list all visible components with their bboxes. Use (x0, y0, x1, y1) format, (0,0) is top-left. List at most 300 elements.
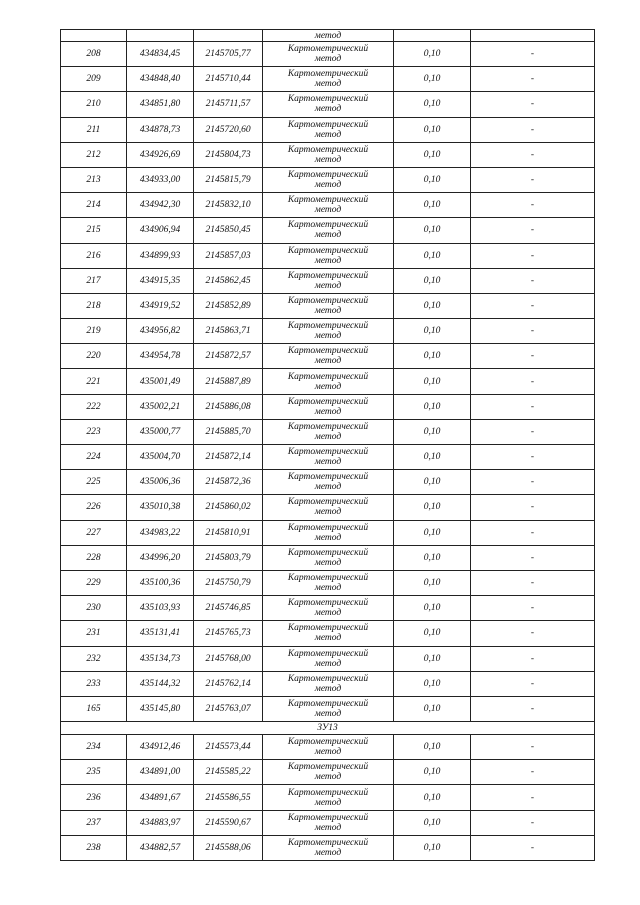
point-number-cell: 220 (61, 344, 127, 369)
method-cell (263, 520, 394, 545)
x-coordinate-cell: 435103,93 (127, 596, 194, 621)
table-row (61, 293, 595, 318)
accuracy-cell: 0,10 (394, 218, 471, 243)
x-coordinate-cell: 434851,80 (127, 92, 194, 117)
x-coordinate-cell: 435000,77 (127, 419, 194, 444)
table-row (61, 167, 595, 192)
method-line1: Картометрический (287, 522, 369, 533)
x-coordinate-cell: 434882,57 (127, 835, 194, 860)
table-row (61, 117, 595, 142)
note-cell: - (471, 596, 595, 621)
x-coordinate-cell: 435001,49 (127, 369, 194, 394)
method-cell (263, 671, 394, 696)
accuracy-cell: 0,10 (394, 445, 471, 470)
x-coordinate-cell: 434915,35 (127, 268, 194, 293)
note-cell: - (471, 319, 595, 344)
y-coordinate-cell: 2145832,10 (194, 193, 263, 218)
accuracy-cell: 0,10 (394, 419, 471, 444)
x-coordinate-cell: 435131,41 (127, 621, 194, 646)
y-coordinate-cell: 2145720,60 (194, 117, 263, 142)
method-line1: Картометрический (287, 737, 369, 748)
y-coordinate-cell: 2145857,03 (194, 243, 263, 268)
note-cell: - (471, 621, 595, 646)
x-coordinate-cell: 435145,80 (127, 696, 194, 721)
method-line2: метод (314, 583, 342, 594)
method-line1: Картометрический (287, 598, 369, 609)
table-row (61, 810, 595, 835)
table-row (61, 369, 595, 394)
x-coordinate-cell: 434919,52 (127, 293, 194, 318)
x-coordinate-cell: 435002,21 (127, 394, 194, 419)
x-coordinate-cell: 434906,94 (127, 218, 194, 243)
method-line2: метод (314, 305, 342, 316)
y-coordinate-cell: 2145750,79 (194, 570, 263, 595)
y-coordinate-cell: 2145815,79 (194, 167, 263, 192)
point-number-cell: 228 (61, 545, 127, 570)
y-coordinate-cell: 2145710,44 (194, 67, 263, 92)
method-cell (263, 167, 394, 192)
note-cell: - (471, 167, 595, 192)
method-line2: метод (314, 457, 342, 468)
y-coordinate-cell: 2145573,44 (194, 735, 263, 760)
method-line2: метод (314, 406, 342, 417)
method-line2: метод (314, 356, 342, 367)
method-line2: метод (314, 797, 342, 808)
method-line1: Картометрический (287, 698, 369, 709)
method-line2: метод (314, 154, 342, 165)
method-line1: Картометрический (287, 396, 369, 407)
table-row (61, 243, 595, 268)
accuracy-cell: 0,10 (394, 545, 471, 570)
method-line1: Картометрический (287, 837, 369, 848)
y-coordinate-cell: 2145705,77 (194, 42, 263, 67)
point-number-cell: 235 (61, 760, 127, 785)
method-line2: метод (314, 230, 342, 241)
point-number-cell: 238 (61, 835, 127, 860)
note-cell: - (471, 344, 595, 369)
note-cell: - (471, 369, 595, 394)
method-cell (263, 470, 394, 495)
note-cell (471, 30, 595, 42)
method-line1: Картометрический (287, 94, 369, 105)
accuracy-cell: 0,10 (394, 646, 471, 671)
method-line2: метод (314, 772, 342, 783)
point-number-cell: 231 (61, 621, 127, 646)
table-row (61, 545, 595, 570)
y-coordinate-cell: 2145885,70 (194, 419, 263, 444)
method-cell (263, 495, 394, 520)
method-line2: метод (314, 633, 342, 644)
table-row (61, 621, 595, 646)
point-number-cell: 209 (61, 67, 127, 92)
accuracy-cell: 0,10 (394, 596, 471, 621)
x-coordinate-cell: 435134,73 (127, 646, 194, 671)
x-coordinate-cell: 434954,78 (127, 344, 194, 369)
table-row (61, 520, 595, 545)
method-line1: Картометрический (287, 170, 369, 181)
method-cell (263, 646, 394, 671)
method-line2: метод (314, 507, 342, 518)
point-number-cell: 214 (61, 193, 127, 218)
point-number-cell: 208 (61, 42, 127, 67)
accuracy-cell: 0,10 (394, 142, 471, 167)
table-row (61, 760, 595, 785)
accuracy-cell: 0,10 (394, 344, 471, 369)
method-cell (263, 545, 394, 570)
y-coordinate-cell: 2145588,06 (194, 835, 263, 860)
method-line2: метод (314, 381, 342, 392)
y-coordinate-cell: 2145586,55 (194, 785, 263, 810)
x-coordinate-cell: 434926,69 (127, 142, 194, 167)
coordinates-table (60, 29, 595, 861)
accuracy-cell: 0,10 (394, 67, 471, 92)
x-coordinate-cell: 435100,36 (127, 570, 194, 595)
accuracy-cell: 0,10 (394, 785, 471, 810)
point-number-cell: 219 (61, 319, 127, 344)
table-row (61, 218, 595, 243)
x-coordinate-cell: 434996,20 (127, 545, 194, 570)
method-line2: метод (314, 255, 342, 266)
point-number-cell: 230 (61, 596, 127, 621)
y-coordinate-cell: 2145590,67 (194, 810, 263, 835)
y-coordinate-cell: 2145763,07 (194, 696, 263, 721)
method-cell (263, 394, 394, 419)
y-coordinate-cell: 2145585,22 (194, 760, 263, 785)
method-line1: Картометрический (287, 195, 369, 206)
method-line1: Картометрический (287, 245, 369, 256)
method-line2: метод (314, 129, 342, 140)
table-row (61, 785, 595, 810)
note-cell: - (471, 142, 595, 167)
point-number-cell: 236 (61, 785, 127, 810)
point-number-cell (61, 30, 127, 42)
note-cell: - (471, 268, 595, 293)
table-row (61, 419, 595, 444)
accuracy-cell: 0,10 (394, 243, 471, 268)
method-cell (263, 835, 394, 860)
table-row (61, 671, 595, 696)
y-coordinate-cell: 2145872,36 (194, 470, 263, 495)
note-cell: - (471, 42, 595, 67)
method-cell (263, 142, 394, 167)
y-coordinate-cell: 2145863,71 (194, 319, 263, 344)
y-coordinate-cell: 2145762,14 (194, 671, 263, 696)
method-cell (263, 30, 394, 42)
x-coordinate-cell: 434883,97 (127, 810, 194, 835)
method-line2: метод (314, 683, 342, 694)
method-line1: Картометрический (287, 421, 369, 432)
table-row (61, 92, 595, 117)
table-row (61, 319, 595, 344)
method-cell (263, 344, 394, 369)
method-line1: Картометрический (287, 648, 369, 659)
accuracy-cell: 0,10 (394, 394, 471, 419)
method-line2: метод (314, 608, 342, 619)
method-cell (263, 42, 394, 67)
section-header-row (61, 722, 595, 735)
point-number-cell: 225 (61, 470, 127, 495)
method-cell (263, 445, 394, 470)
table-row (61, 495, 595, 520)
point-number-cell: 212 (61, 142, 127, 167)
point-number-cell: 237 (61, 810, 127, 835)
table-row (61, 42, 595, 67)
y-coordinate-cell: 2145886,08 (194, 394, 263, 419)
method-cell (263, 621, 394, 646)
note-cell: - (471, 696, 595, 721)
method-line2: метод (314, 31, 342, 41)
point-number-cell: 227 (61, 520, 127, 545)
note-cell: - (471, 735, 595, 760)
note-cell: - (471, 671, 595, 696)
table-row (61, 344, 595, 369)
method-line2: метод (314, 482, 342, 493)
method-line2: метод (314, 331, 342, 342)
method-cell (263, 293, 394, 318)
point-number-cell: 224 (61, 445, 127, 470)
method-line1: Картометрический (287, 270, 369, 281)
note-cell: - (471, 570, 595, 595)
method-line2: метод (314, 205, 342, 216)
method-line1: Картометрический (287, 44, 369, 55)
method-line1: Картометрический (287, 673, 369, 684)
method-cell (263, 243, 394, 268)
accuracy-cell: 0,10 (394, 671, 471, 696)
method-line1: Картометрический (287, 447, 369, 458)
method-cell (263, 319, 394, 344)
accuracy-cell: 0,10 (394, 621, 471, 646)
x-coordinate-cell: 434933,00 (127, 167, 194, 192)
method-cell (263, 596, 394, 621)
accuracy-cell: 0,10 (394, 470, 471, 495)
note-cell: - (471, 785, 595, 810)
note-cell: - (471, 243, 595, 268)
accuracy-cell: 0,10 (394, 42, 471, 67)
note-cell: - (471, 810, 595, 835)
method-line1: Картометрический (287, 346, 369, 357)
method-line1: Картометрический (287, 762, 369, 773)
x-coordinate-cell: 434899,93 (127, 243, 194, 268)
y-coordinate-cell: 2145872,57 (194, 344, 263, 369)
method-line2: метод (314, 557, 342, 568)
accuracy-cell: 0,10 (394, 735, 471, 760)
table-row (61, 696, 595, 721)
method-cell (263, 218, 394, 243)
method-line1: Картометрический (287, 623, 369, 634)
note-cell: - (471, 760, 595, 785)
method-line1: Картометрический (287, 371, 369, 382)
y-coordinate-cell: 2145862,45 (194, 268, 263, 293)
method-cell (263, 735, 394, 760)
point-number-cell: 229 (61, 570, 127, 595)
x-coordinate-cell: 434891,00 (127, 760, 194, 785)
method-cell (263, 117, 394, 142)
method-cell (263, 193, 394, 218)
point-number-cell: 217 (61, 268, 127, 293)
method-line2: метод (314, 847, 342, 858)
point-number-cell: 223 (61, 419, 127, 444)
method-cell (263, 268, 394, 293)
accuracy-cell: 0,10 (394, 193, 471, 218)
y-coordinate-cell: 2145804,73 (194, 142, 263, 167)
method-cell (263, 570, 394, 595)
x-coordinate-cell: 434834,45 (127, 42, 194, 67)
point-number-cell: 165 (61, 696, 127, 721)
y-coordinate-cell: 2145850,45 (194, 218, 263, 243)
method-line1: Картометрический (287, 321, 369, 332)
method-cell (263, 369, 394, 394)
point-number-cell: 216 (61, 243, 127, 268)
table-row-continued (61, 30, 595, 42)
method-line1: Картометрический (287, 787, 369, 798)
note-cell: - (471, 835, 595, 860)
method-line2: метод (314, 280, 342, 291)
table-row (61, 470, 595, 495)
table-row (61, 570, 595, 595)
y-coordinate-cell: 2145860,02 (194, 495, 263, 520)
point-number-cell: 222 (61, 394, 127, 419)
method-line2: метод (314, 747, 342, 758)
note-cell: - (471, 520, 595, 545)
method-cell (263, 419, 394, 444)
accuracy-cell: 0,10 (394, 117, 471, 142)
y-coordinate-cell: 2145872,14 (194, 445, 263, 470)
point-number-cell: 234 (61, 735, 127, 760)
accuracy-cell (394, 30, 471, 42)
accuracy-cell: 0,10 (394, 520, 471, 545)
accuracy-cell: 0,10 (394, 293, 471, 318)
x-coordinate-cell: 435004,70 (127, 445, 194, 470)
method-cell (263, 696, 394, 721)
method-line1: Картометрический (287, 144, 369, 155)
x-coordinate-cell: 434942,30 (127, 193, 194, 218)
y-coordinate-cell: 2145746,85 (194, 596, 263, 621)
y-coordinate-cell (194, 30, 263, 42)
y-coordinate-cell: 2145852,89 (194, 293, 263, 318)
accuracy-cell: 0,10 (394, 696, 471, 721)
method-line2: метод (314, 79, 342, 90)
x-coordinate-cell: 434983,22 (127, 520, 194, 545)
y-coordinate-cell: 2145887,89 (194, 369, 263, 394)
table-row (61, 268, 595, 293)
method-line1: Картометрический (287, 472, 369, 483)
method-line2: метод (314, 104, 342, 115)
accuracy-cell: 0,10 (394, 835, 471, 860)
note-cell: - (471, 92, 595, 117)
method-cell (263, 810, 394, 835)
note-cell: - (471, 495, 595, 520)
accuracy-cell: 0,10 (394, 570, 471, 595)
x-coordinate-cell: 434891,67 (127, 785, 194, 810)
method-line2: метод (314, 822, 342, 833)
x-coordinate-cell: 434878,73 (127, 117, 194, 142)
method-line1: Картометрический (287, 547, 369, 558)
accuracy-cell: 0,10 (394, 369, 471, 394)
method-cell (263, 92, 394, 117)
method-cell (263, 67, 394, 92)
note-cell: - (471, 218, 595, 243)
x-coordinate-cell: 434956,82 (127, 319, 194, 344)
note-cell: - (471, 470, 595, 495)
point-number-cell: 213 (61, 167, 127, 192)
method-line2: метод (314, 658, 342, 669)
y-coordinate-cell: 2145803,79 (194, 545, 263, 570)
x-coordinate-cell: 434912,46 (127, 735, 194, 760)
x-coordinate-cell: 435010,38 (127, 495, 194, 520)
method-line2: метод (314, 532, 342, 543)
note-cell: - (471, 193, 595, 218)
accuracy-cell: 0,10 (394, 495, 471, 520)
point-number-cell: 211 (61, 117, 127, 142)
accuracy-cell: 0,10 (394, 167, 471, 192)
table-row (61, 646, 595, 671)
table-row (61, 142, 595, 167)
point-number-cell: 210 (61, 92, 127, 117)
point-number-cell: 232 (61, 646, 127, 671)
note-cell: - (471, 646, 595, 671)
method-line2: метод (314, 180, 342, 191)
table-row (61, 596, 595, 621)
method-line1: Картометрический (287, 119, 369, 130)
note-cell: - (471, 394, 595, 419)
method-line2: метод (314, 708, 342, 719)
accuracy-cell: 0,10 (394, 319, 471, 344)
point-number-cell: 226 (61, 495, 127, 520)
method-line1: Картометрический (287, 220, 369, 231)
table-row (61, 735, 595, 760)
section-label: ЗУ13 (61, 722, 595, 735)
method-line1: Картометрический (287, 69, 369, 80)
x-coordinate-cell (127, 30, 194, 42)
x-coordinate-cell: 434848,40 (127, 67, 194, 92)
x-coordinate-cell: 435006,36 (127, 470, 194, 495)
note-cell: - (471, 445, 595, 470)
y-coordinate-cell: 2145711,57 (194, 92, 263, 117)
point-number-cell: 218 (61, 293, 127, 318)
note-cell: - (471, 419, 595, 444)
coordinates-table-body (61, 30, 595, 861)
accuracy-cell: 0,10 (394, 760, 471, 785)
table-row (61, 835, 595, 860)
note-cell: - (471, 67, 595, 92)
y-coordinate-cell: 2145810,91 (194, 520, 263, 545)
y-coordinate-cell: 2145765,73 (194, 621, 263, 646)
method-line1: Картометрический (287, 573, 369, 584)
accuracy-cell: 0,10 (394, 268, 471, 293)
point-number-cell: 233 (61, 671, 127, 696)
point-number-cell: 221 (61, 369, 127, 394)
accuracy-cell: 0,10 (394, 92, 471, 117)
method-line1: Картометрический (287, 812, 369, 823)
y-coordinate-cell: 2145768,00 (194, 646, 263, 671)
table-row (61, 394, 595, 419)
table-row (61, 67, 595, 92)
method-line2: метод (314, 431, 342, 442)
table-row (61, 193, 595, 218)
point-number-cell: 215 (61, 218, 127, 243)
note-cell: - (471, 293, 595, 318)
note-cell: - (471, 545, 595, 570)
note-cell: - (471, 117, 595, 142)
table-row (61, 445, 595, 470)
accuracy-cell: 0,10 (394, 810, 471, 835)
x-coordinate-cell: 435144,32 (127, 671, 194, 696)
method-line1: Картометрический (287, 295, 369, 306)
method-cell (263, 760, 394, 785)
method-cell (263, 785, 394, 810)
method-line2: метод (314, 54, 342, 65)
method-line1: Картометрический (287, 497, 369, 508)
